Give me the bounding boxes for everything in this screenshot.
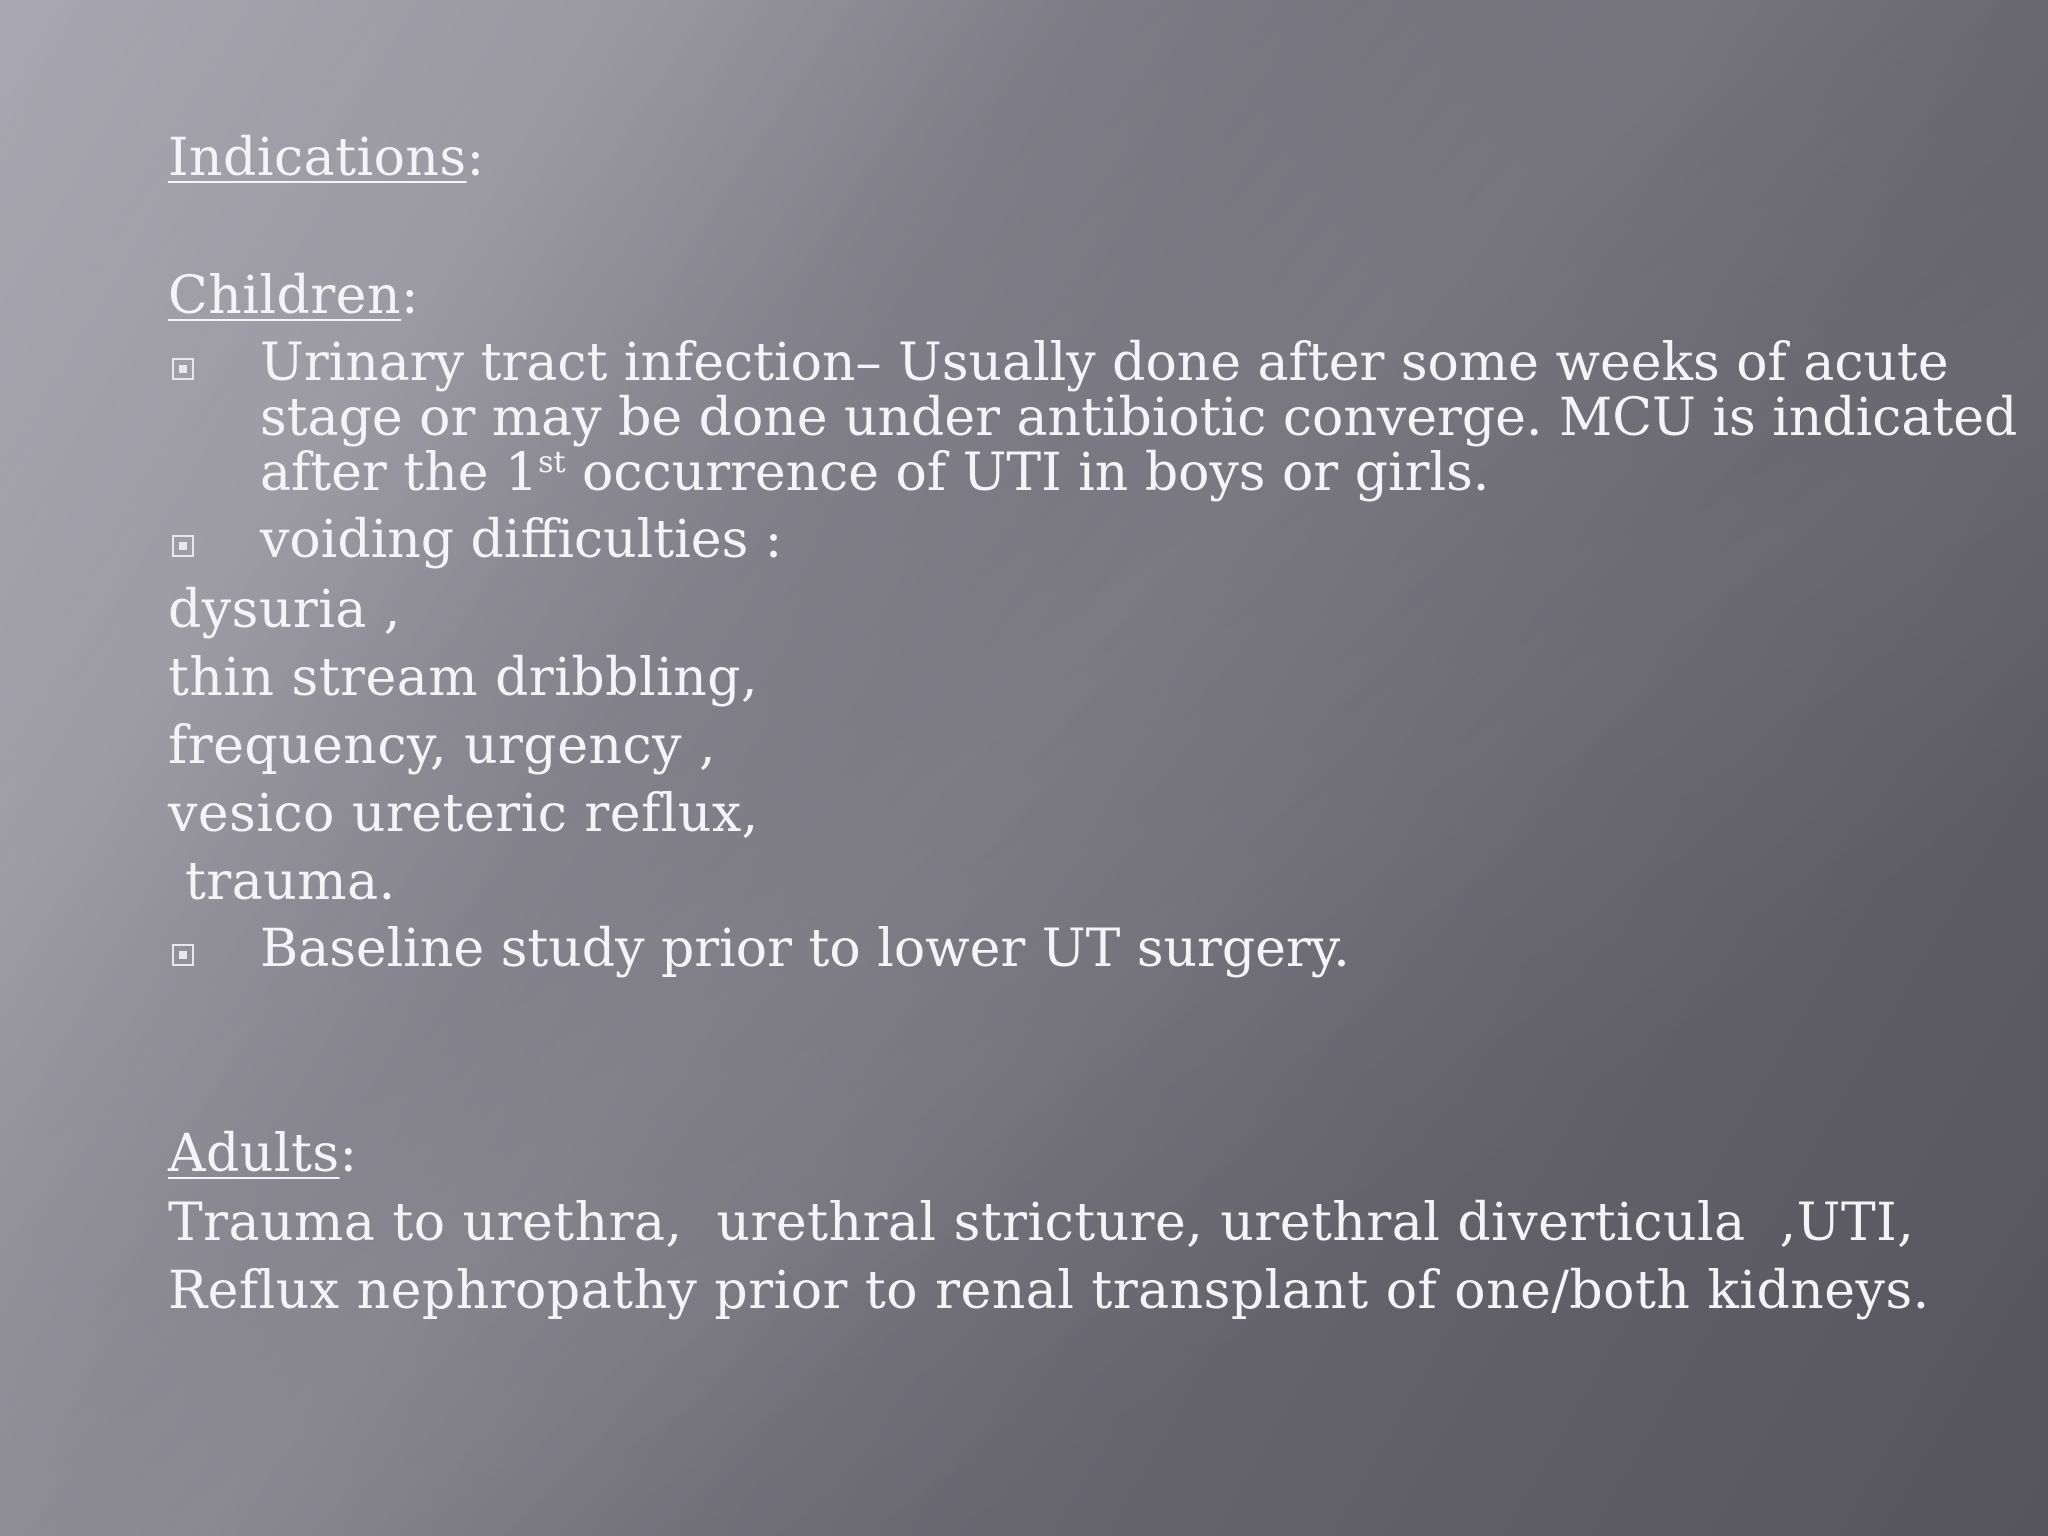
voiding-item: trauma. bbox=[168, 852, 396, 912]
children-heading-colon: : bbox=[400, 266, 419, 326]
children-heading-label: Children bbox=[168, 266, 401, 326]
square-bullet-icon bbox=[172, 944, 194, 966]
square-bullet-icon bbox=[172, 358, 194, 380]
adults-line: Trauma to urethra, urethral stricture, urethral diverticula ,UTI, bbox=[168, 1193, 1915, 1253]
voiding-item: frequency, urgency , bbox=[168, 716, 717, 776]
adults-heading-colon: : bbox=[339, 1124, 358, 1184]
indications-heading bbox=[168, 130, 485, 186]
adults-heading bbox=[168, 1126, 358, 1182]
voiding-item: dysuria , bbox=[168, 580, 401, 640]
bullet-baseline-text: Baseline study prior to lower UT surgery. bbox=[260, 919, 1350, 979]
bullet-uti-line-3-end: occurrence of UTI in boys or girls. bbox=[565, 443, 1490, 503]
indications-heading-label: Indications bbox=[168, 128, 467, 188]
bullet-voiding-text: voiding difficulties : bbox=[260, 510, 783, 570]
voiding-item: thin stream dribbling, bbox=[168, 648, 759, 708]
bullet-uti-line-3-start: after the 1 bbox=[260, 443, 539, 503]
indications-heading-colon: : bbox=[466, 128, 485, 188]
bullet-uti-superscript: st bbox=[538, 445, 566, 480]
bullet-uti-line-1: Urinary tract infection– Usually done after some weeks of acute bbox=[260, 333, 1949, 393]
children-heading bbox=[168, 268, 419, 324]
voiding-item: vesico ureteric reflux, bbox=[168, 784, 759, 844]
adults-heading-label: Adults bbox=[168, 1124, 340, 1184]
square-bullet-icon bbox=[172, 535, 194, 557]
bullet-uti-line-2: stage or may be done under antibiotic converge. MCU is indicated bbox=[260, 388, 2018, 448]
adults-line: Reflux nephropathy prior to renal transplant of one/both kidneys. bbox=[168, 1261, 1930, 1321]
bullet-uti-line-3 bbox=[260, 443, 1490, 503]
